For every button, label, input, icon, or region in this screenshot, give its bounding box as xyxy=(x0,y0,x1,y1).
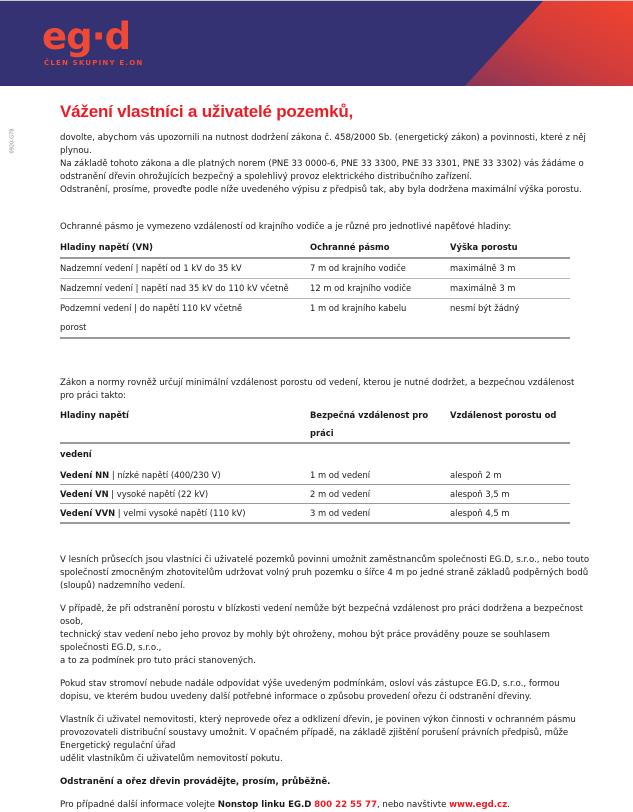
intro-section xyxy=(60,132,590,197)
cell-zone: 12 m od krajního vodiče xyxy=(310,279,450,299)
cell-voltage: Vedení VVN | velmi vysoké napětí (110 kV) xyxy=(60,504,310,524)
penalty-paragraph xyxy=(60,714,590,766)
cell-work-distance: 2 m od vedení xyxy=(310,485,450,504)
letter-title: Vážení vlastníci a uživatelé pozemků, xyxy=(60,102,354,121)
cell-voltage: Vedení VN | vysoké napětí (22 kV) xyxy=(60,485,310,504)
logo-mark: eg·d xyxy=(42,15,131,58)
cell-height: nesmí být žádný xyxy=(450,303,520,313)
contact-line: Pro případné další informace volejte Nonstop linku EG.D 800 22 55 77, nebo navštivte www.egd.cz. xyxy=(60,800,510,810)
cell-work-distance: 3 m od vedení xyxy=(310,504,450,524)
cell-vegetation-distance: alespoň 3,5 m xyxy=(450,485,570,504)
cell-overflow: porost xyxy=(60,318,310,338)
cell-vegetation-distance: alespoň 4,5 m xyxy=(450,504,570,524)
logo-subtitle: ČLEN SKUPINY E.ON xyxy=(44,59,144,67)
safety-paragraph xyxy=(60,603,590,668)
header-banner xyxy=(0,1,633,86)
cell-vegetation-distance: alespoň 2 m xyxy=(450,466,570,485)
line-type: Vedení VVN xyxy=(60,508,116,518)
voltage-desc: velmi vysoké napětí (110 kV) xyxy=(123,508,246,518)
safety-line-3: a to za podmínek pro tuto práci stanovených. xyxy=(60,656,256,666)
header-protection-zone: Ochranné pásmo xyxy=(310,238,450,258)
table-row xyxy=(60,466,570,485)
cell-voltage: Vedení NN | nízké napětí (400/230 V) xyxy=(60,466,310,485)
safety-line-2: technický stav vedení nebo jeho provoz by mohly být ohroženy, mohou být práce prováděny pouze se souhlasem společnosti EG.D, s.r.o., xyxy=(60,630,550,653)
safe-distance-table xyxy=(60,406,570,524)
table-header-row xyxy=(60,406,570,443)
cell-zone: 7 m od krajního vodiče xyxy=(310,258,450,279)
table-row xyxy=(60,279,570,299)
cell-voltage: Nadzemní vedení | napětí nad 35 kV do 110 kV včetně xyxy=(60,279,310,299)
table1-caption: Ochranné pásmo je vymezeno vzdáleností od krajního vodiče a je různé pro jednotlivé napěťové hladiny: xyxy=(60,222,512,232)
hotline-label: Nonstop linku EG.D xyxy=(217,800,312,810)
header-vegetation-distance: Vzdálenost porostu od xyxy=(450,406,570,443)
cell-height: maximálně 3 m xyxy=(450,258,570,279)
voltage-desc: nízké napětí (400/230 V) xyxy=(117,470,221,480)
hotline-phone[interactable]: 800 22 55 77 xyxy=(314,800,377,810)
cell-voltage: Podzemní vedení | do napětí 110 kV včetně xyxy=(60,303,243,313)
forest-clearing-paragraph: V lesních průsecích jsou vlastníci či uživatelé pozemků povinni umožnit zaměstnancům společnosti EG.D, s.r.o., nebo touto společností zmocněným zhotovitelům udržovat volný pruh pozemku o šířce 4 m po jedné straně základů podpěrných bodů (sloupů) nadzemního vedení. xyxy=(60,555,590,591)
table-row xyxy=(60,485,570,504)
header-vegetation-height: Výška porostu xyxy=(450,238,570,258)
table-header-row xyxy=(60,238,570,258)
line-type: Vedení NN xyxy=(60,470,110,480)
document-code xyxy=(9,118,26,170)
protection-zone-table xyxy=(60,238,570,339)
cell-work-distance: 1 m od vedení xyxy=(310,466,450,485)
cell-voltage: Nadzemní vedení | napětí od 1 kV do 35 kV xyxy=(60,258,310,279)
table2-caption: Zákon a normy rovněž určují minimální vzdálenost porostu od vedení, kterou je nutné dodržet, a bezpečnou vzdálenost pro práci takto: xyxy=(60,378,575,401)
request-statement: Odstranění a ořez dřevin provádějte, prosím, průběžně. xyxy=(60,777,331,787)
table-row xyxy=(60,258,570,279)
intro-paragraph-2: Na základě tohoto zákona a dle platných norem (PNE 33 0000-6, PNE 33 3300, PNE 33 3301, PNE 33 3302) vás žádáme o odstranění dřevin ohrožujících bezpečný a spolehlivý provoz elektrického distribučního zařízení. xyxy=(60,159,584,182)
header-voltage-levels: Hladiny napětí xyxy=(60,406,310,443)
document-code-text: 0920-G78 xyxy=(9,128,16,154)
penalty-line-2: udělit vlastníkům či uživatelům nemovitostí pokutu. xyxy=(60,754,283,764)
header-continuation: vedení xyxy=(60,449,92,459)
cell-height: maximálně 3 m xyxy=(450,279,570,299)
header-safe-work-distance: Bezpečná vzdálenost pro práci xyxy=(310,406,450,443)
cell-zone: 1 m od krajního kabelu xyxy=(310,303,407,313)
intro-paragraph-1: dovolte, abychom vás upozornili na nutnost dodržení zákona č. 458/2000 Sb. (energetický zákon) a povinnosti, které z něj plynou. xyxy=(60,133,586,156)
line-type: Vedení VN xyxy=(60,489,109,499)
header-voltage-levels: Hladiny napětí (VN) xyxy=(60,238,310,258)
letter-body xyxy=(60,100,590,812)
website-link[interactable]: www.egd.cz xyxy=(449,800,508,810)
egd-logo xyxy=(42,17,143,67)
table-row xyxy=(60,504,570,524)
header-continuation-row xyxy=(60,443,570,466)
table-row-overflow xyxy=(60,318,570,338)
table-row xyxy=(60,299,570,319)
safety-line-1: V případě, že při odstranění porostu v blízkosti vedení nemůže být bezpečná vzdálenost pro práci dodržena a bezpečnost osob, xyxy=(60,604,583,627)
intro-paragraph-3: Odstranění, prosíme, proveďte podle níže uvedeného výpisu z předpisů tak, aby byla dodržena maximální výška porostu. xyxy=(60,185,582,195)
voltage-desc: vysoké napětí (22 kV) xyxy=(116,489,209,499)
notification-paragraph: Pokud stav stromoví nebude nadále odpovídat výše uvedeným podmínkám, osloví vás zástupce EG.D, s.r.o., formou dopisu, ve kterém budou uvedeny další potřebné informace o způsobu provedení ořezu či odstranění dřeviny. xyxy=(60,679,560,702)
penalty-line-1: Vlastník či uživatel nemovitosti, který neprovede ořez a odklizení dřevin, je povinen výkon činnosti v ochranném pásmu provozovateli distribuční soustavy umožnit. V opačném případě, na základě zjištění porušení právních předpisů, může Energetický regulační úřad xyxy=(60,715,576,751)
